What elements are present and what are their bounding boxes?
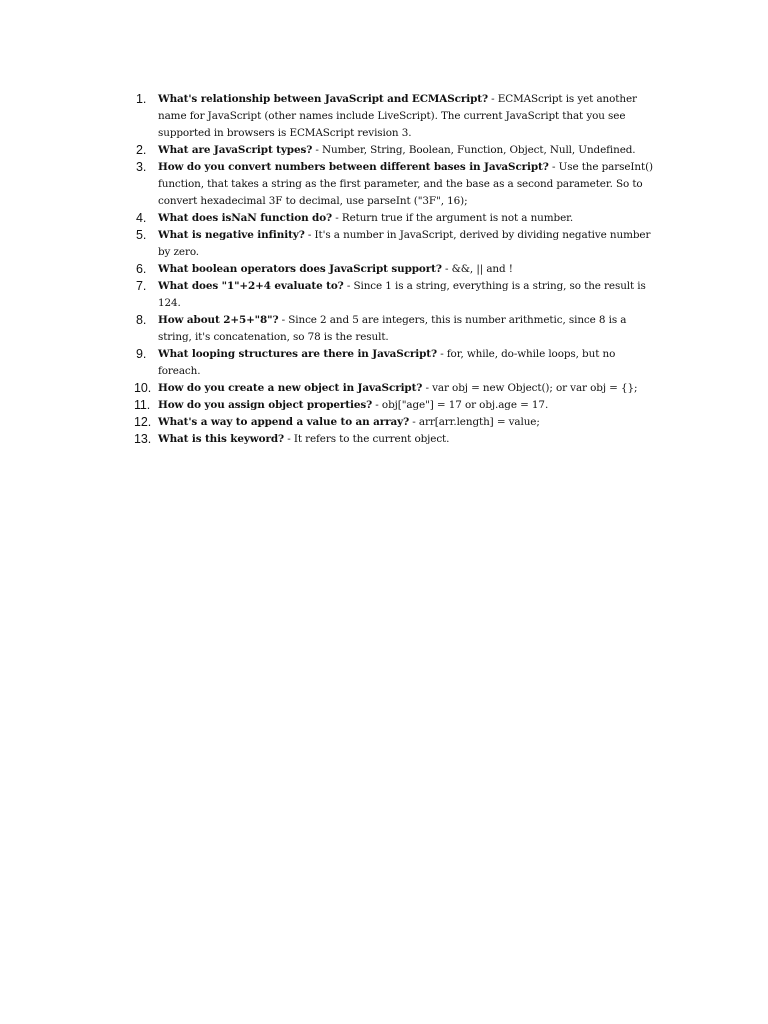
item-number: 9. [136, 347, 147, 361]
question-text: How do you create a new object in JavaScript? [158, 382, 423, 394]
question-text: What's relationship between JavaScript and ECMAScript? [158, 93, 488, 105]
list-item [136, 261, 656, 278]
answer-text: - &&, || and ! [441, 263, 513, 275]
answer-text: - Use the parseInt() function, that takes a string as the first parameter, and the base as a second parameter. So to convert hexadecimal 3F to decimal, use parseInt ("3F", 16); [158, 161, 654, 207]
list-item [136, 227, 656, 261]
item-number: 10. [134, 381, 152, 395]
item-number: 13. [134, 432, 152, 446]
item-number: 8. [136, 313, 147, 327]
item-number: 3. [136, 160, 147, 174]
list-item [136, 380, 656, 397]
question-text: What boolean operators does JavaScript support? [158, 263, 442, 275]
item-number: 11. [134, 398, 151, 412]
item-number: 4. [136, 211, 147, 225]
list-item [136, 312, 656, 346]
item-number: 5. [136, 228, 147, 242]
item-number: 7. [136, 279, 147, 293]
list-item [136, 210, 656, 227]
question-text: How do you convert numbers between different bases in JavaScript? [158, 161, 549, 173]
answer-text: - var obj = new Object(); or var obj = {}; [422, 382, 638, 394]
question-text: What does "1"+2+4 evaluate to? [158, 280, 344, 292]
question-text: What does isNaN function do? [158, 212, 333, 224]
answer-text: - obj["age"] = 17 or obj.age = 17. [372, 399, 549, 411]
question-text: What is this keyword? [158, 433, 285, 445]
answer-text: - It's a number in JavaScript, derived by dividing negative number by zero. [158, 229, 651, 258]
item-number: 1. [136, 92, 147, 106]
question-text: How about 2+5+"8"? [158, 314, 279, 326]
list-item [136, 142, 656, 159]
item-number: 6. [136, 262, 147, 276]
list-item [136, 91, 656, 142]
answer-text: - for, while, do-while loops, but no foreach. [158, 348, 616, 377]
item-number: 2. [136, 143, 147, 157]
list-item [136, 431, 656, 448]
answer-text: - Since 2 and 5 are integers, this is number arithmetic, since 8 is a string, it's concatenation, so 78 is the result. [158, 314, 627, 343]
list-item [136, 278, 656, 312]
answer-text: - Since 1 is a string, everything is a string, so the result is 124. [158, 280, 646, 309]
list-item [136, 159, 656, 210]
question-text: What are JavaScript types? [158, 144, 313, 156]
answer-text: - arr[arr.length] = value; [409, 416, 540, 428]
qa-list [136, 91, 656, 448]
answer-text: - Return true if the argument is not a number. [332, 212, 574, 224]
question-text: How do you assign object properties? [158, 399, 373, 411]
list-item [136, 414, 656, 431]
answer-text: - ECMAScript is yet another name for JavaScript (other names include LiveScript). The current JavaScript that you see supported in browsers is ECMAScript revision 3. [158, 93, 637, 139]
item-number: 12. [134, 415, 152, 429]
answer-text: - It refers to the current object. [284, 433, 450, 445]
question-text: What's a way to append a value to an array? [158, 416, 410, 428]
list-item [136, 397, 656, 414]
list-item [136, 346, 656, 380]
question-text: What looping structures are there in JavaScript? [158, 348, 437, 360]
answer-text: - Number, String, Boolean, Function, Object, Null, Undefined. [312, 144, 636, 156]
question-text: What is negative infinity? [158, 229, 305, 241]
